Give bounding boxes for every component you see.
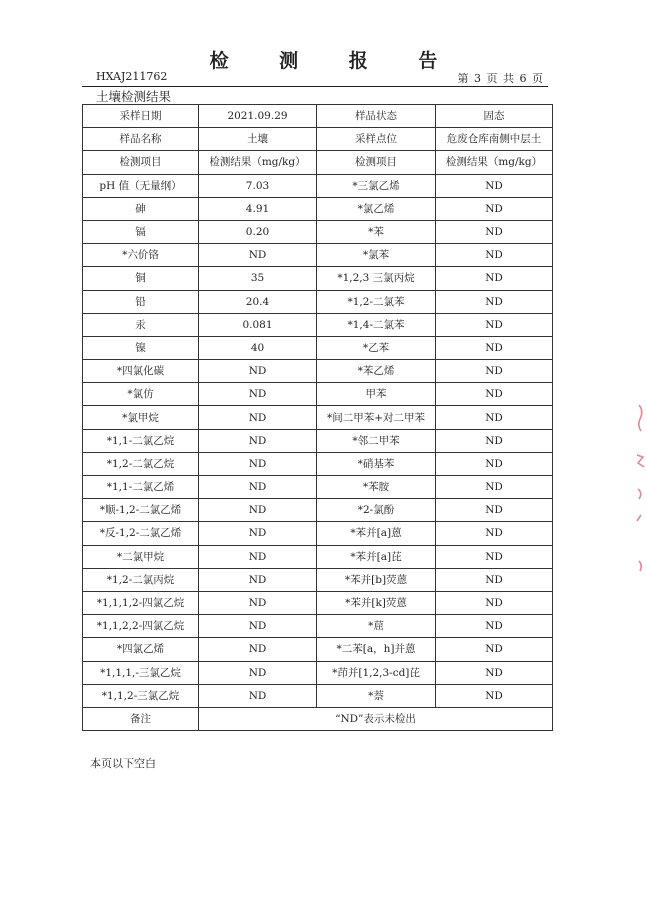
remark-row [83, 707, 553, 730]
table-cell: 样品状态 [317, 105, 436, 128]
table-row [83, 336, 553, 359]
stamp-seal-fragment [629, 365, 647, 595]
table-cell: *1,1,1,-三氯乙烷 [83, 661, 199, 684]
table-row [83, 568, 553, 591]
table-cell: pH 值（无量纲） [83, 174, 199, 197]
table-cell: 砷 [83, 197, 199, 220]
table-cell: ND [199, 568, 317, 591]
table-cell: ND [199, 360, 317, 383]
table-cell: 35 [199, 267, 317, 290]
table-cell: ND [199, 615, 317, 638]
table-cell: 汞 [83, 313, 199, 336]
table-cell: *苯 [317, 220, 436, 243]
table-row [83, 499, 553, 522]
table-cell: 20.4 [199, 290, 317, 313]
table-cell: ND [436, 545, 553, 568]
table-cell: *氯乙烯 [317, 197, 436, 220]
table-cell: 4.91 [199, 197, 317, 220]
table-cell: ND [436, 220, 553, 243]
table-row [83, 244, 553, 267]
table-cell: ND [436, 499, 553, 522]
table-cell: *间二甲苯+对二甲苯 [317, 406, 436, 429]
table-cell: *三氯乙烯 [317, 174, 436, 197]
table-cell: *1,4-二氯苯 [317, 313, 436, 336]
table-row [83, 476, 553, 499]
table-cell: ND [436, 568, 553, 591]
table-cell: ND [436, 661, 553, 684]
table-cell: *茚并[1,2,3-cd]芘 [317, 661, 436, 684]
table-cell: ND [199, 499, 317, 522]
table-row [83, 383, 553, 406]
table-cell: 采样点位 [317, 128, 436, 151]
report-number: HXAJ211762 [96, 70, 168, 83]
table-row [83, 174, 553, 197]
table-row [83, 128, 553, 151]
table-cell: ND [199, 429, 317, 452]
table-header-row [83, 151, 553, 174]
table-cell: ND [199, 638, 317, 661]
table-cell: *苯并[a]蒽 [317, 522, 436, 545]
table-cell: ND [436, 591, 553, 614]
table-cell: ND [436, 638, 553, 661]
table-cell: *苯并[a]芘 [317, 545, 436, 568]
table-cell: *二氯甲烷 [83, 545, 199, 568]
table-cell: 铜 [83, 267, 199, 290]
table-cell: *萘 [317, 684, 436, 707]
table-cell: *䓛 [317, 615, 436, 638]
table-cell: 危废仓库南侧中层土 [436, 128, 553, 151]
table-cell: *苯并[k]荧蒽 [317, 591, 436, 614]
table-cell: ND [436, 522, 553, 545]
table-cell: 样品名称 [83, 128, 199, 151]
table-cell: *1,1-二氯乙烷 [83, 429, 199, 452]
table-cell: ND [199, 591, 317, 614]
table-row [83, 313, 553, 336]
table-cell: 40 [199, 336, 317, 359]
table-cell: 固态 [436, 105, 553, 128]
table-cell: 7.03 [199, 174, 317, 197]
table-cell: *六价铬 [83, 244, 199, 267]
table-cell: 土壤 [199, 128, 317, 151]
table-cell: *苯乙烯 [317, 360, 436, 383]
table-cell: ND [436, 360, 553, 383]
table-cell: *反-1,2-二氯乙烯 [83, 522, 199, 545]
table-cell: *氯仿 [83, 383, 199, 406]
table-cell: ND [436, 383, 553, 406]
table-cell: ND [199, 522, 317, 545]
table-cell: 采样日期 [83, 105, 199, 128]
table-cell: 甲苯 [317, 383, 436, 406]
table-cell: ND [436, 615, 553, 638]
table-cell: *1,2,3 三氯丙烷 [317, 267, 436, 290]
footer-note: 本页以下空白 [90, 757, 156, 770]
table-cell: ND [436, 290, 553, 313]
table-cell: ND [436, 197, 553, 220]
table-cell: 0.20 [199, 220, 317, 243]
results-table [82, 104, 553, 731]
table-cell: *1,1,2,2-四氯乙烷 [83, 615, 199, 638]
table-cell: 镉 [83, 220, 199, 243]
table-cell: ND [436, 313, 553, 336]
column-header: 检测结果（mg/kg） [199, 151, 317, 174]
table-cell: *1,1-二氯乙烯 [83, 476, 199, 499]
table-row [83, 661, 553, 684]
table-cell: *四氯乙烯 [83, 638, 199, 661]
table-row [83, 220, 553, 243]
table-cell: ND [199, 545, 317, 568]
table-cell: *二苯[a，h]并蒽 [317, 638, 436, 661]
table-row [83, 360, 553, 383]
table-cell: ND [436, 429, 553, 452]
table-row [83, 267, 553, 290]
table-row [83, 684, 553, 707]
column-header: 检测项目 [83, 151, 199, 174]
table-row [83, 197, 553, 220]
table-cell: *2-氯酚 [317, 499, 436, 522]
table-cell: ND [436, 244, 553, 267]
table-row [83, 105, 553, 128]
table-row [83, 429, 553, 452]
table-cell: ND [199, 661, 317, 684]
table-cell: *四氯化碳 [83, 360, 199, 383]
table-cell: *1,1,1,2-四氯乙烷 [83, 591, 199, 614]
table-cell: *1,2-二氯乙烷 [83, 452, 199, 475]
table-row [83, 522, 553, 545]
table-cell: *苯胺 [317, 476, 436, 499]
table-row [83, 290, 553, 313]
remark-text: “ND”表示未检出 [199, 707, 553, 730]
table-cell: *邻二甲苯 [317, 429, 436, 452]
table-cell: 0.081 [199, 313, 317, 336]
table-cell: ND [436, 476, 553, 499]
table-cell: *乙苯 [317, 336, 436, 359]
table-row [83, 545, 553, 568]
table-cell: ND [199, 452, 317, 475]
table-cell: 镍 [83, 336, 199, 359]
table-cell: *1,1,2-三氯乙烷 [83, 684, 199, 707]
table-cell: ND [436, 336, 553, 359]
table-cell: *1,2-二氯丙烷 [83, 568, 199, 591]
table-cell: ND [436, 452, 553, 475]
table-cell: 铅 [83, 290, 199, 313]
table-cell: ND [199, 476, 317, 499]
table-cell: ND [199, 406, 317, 429]
page-number: 第 3 页 共 6 页 [457, 72, 543, 85]
table-cell: *顺-1,2-二氯乙烯 [83, 499, 199, 522]
table-cell: *苯并[b]荧蒽 [317, 568, 436, 591]
table-row [83, 615, 553, 638]
table-cell: ND [199, 383, 317, 406]
table-cell: ND [436, 174, 553, 197]
table-cell: ND [436, 406, 553, 429]
column-header: 检测结果（mg/kg） [436, 151, 553, 174]
table-cell: *氯甲烷 [83, 406, 199, 429]
table-cell: *硝基苯 [317, 452, 436, 475]
table-cell: ND [436, 684, 553, 707]
column-header: 检测项目 [317, 151, 436, 174]
table-cell: *氯苯 [317, 244, 436, 267]
table-cell: 2021.09.29 [199, 105, 317, 128]
remark-label: 备注 [83, 707, 199, 730]
table-cell: ND [199, 244, 317, 267]
report-title: 检 测 报 告 [209, 50, 460, 72]
table-cell: *1,2-二氯苯 [317, 290, 436, 313]
table-cell: ND [199, 684, 317, 707]
table-row [83, 638, 553, 661]
table-row [83, 452, 553, 475]
section-title: 土壤检测结果 [96, 89, 172, 104]
table-row [83, 406, 553, 429]
table-cell: ND [436, 267, 553, 290]
table-row [83, 591, 553, 614]
